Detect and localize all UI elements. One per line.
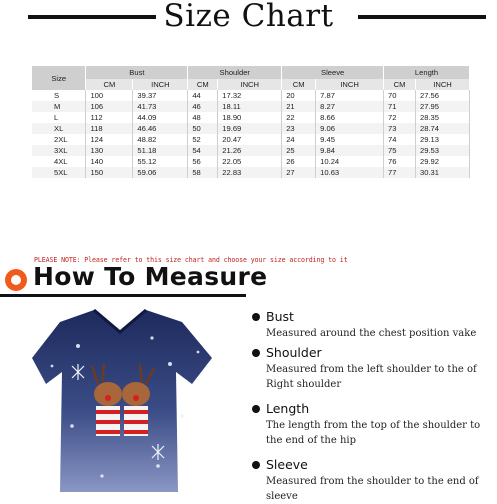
table-cell: 72 — [384, 112, 416, 123]
table-unit-header — [32, 79, 470, 90]
table-cell: 75 — [384, 145, 416, 156]
table-row — [32, 134, 470, 145]
table-cell: 39.37 — [133, 90, 188, 101]
bullet-icon — [252, 349, 260, 357]
table-cell: 24 — [282, 134, 316, 145]
christmas-reindeer-shirt-image — [32, 306, 214, 496]
title-row — [0, 0, 497, 36]
size-cell: 2XL — [32, 134, 86, 145]
table-cell: 20.47 — [218, 134, 282, 145]
size-cell: L — [32, 112, 86, 123]
table-cell: 29.53 — [416, 145, 470, 156]
bullet-icon — [252, 313, 260, 321]
table-cell: 51.18 — [133, 145, 188, 156]
bullet-icon — [252, 461, 260, 469]
measure-name: Bust — [266, 309, 294, 324]
table-cell: 18.90 — [218, 112, 282, 123]
table-cell: 22 — [282, 112, 316, 123]
table-cell: 21 — [282, 101, 316, 112]
table-cell: 48 — [188, 112, 218, 123]
table-cell: 50 — [188, 123, 218, 134]
measure-name: Sleeve — [266, 457, 308, 472]
table-cell: 25 — [282, 145, 316, 156]
table-cell: 19.69 — [218, 123, 282, 134]
table-cell: 8.66 — [316, 112, 384, 123]
table-cell: 23 — [282, 123, 316, 134]
group-header-length: Length — [384, 66, 470, 79]
measure-name: Length — [266, 401, 310, 416]
table-cell: 56 — [188, 156, 218, 167]
table-row — [32, 123, 470, 134]
table-cell: 10.63 — [316, 167, 384, 178]
unit-header: INCH — [316, 79, 384, 90]
measure-name: Shoulder — [266, 345, 322, 360]
unit-header: INCH — [218, 79, 282, 90]
table-cell: 118 — [86, 123, 133, 134]
table-cell: 7.87 — [316, 90, 384, 101]
table-cell: 27 — [282, 167, 316, 178]
table-cell: 71 — [384, 101, 416, 112]
table-cell: 100 — [86, 90, 133, 101]
table-cell: 44 — [188, 90, 218, 101]
table-row — [32, 167, 470, 178]
size-cell: 4XL — [32, 156, 86, 167]
table-cell: 140 — [86, 156, 133, 167]
table-cell: 17.32 — [218, 90, 282, 101]
table-cell: 76 — [384, 156, 416, 167]
table-cell: 55.12 — [133, 156, 188, 167]
table-cell: 8.27 — [316, 101, 384, 112]
table-row — [32, 101, 470, 112]
table-cell: 20 — [282, 90, 316, 101]
table-cell: 9.45 — [316, 134, 384, 145]
measure-title: How To Measure — [33, 262, 268, 291]
table-row — [32, 112, 470, 123]
size-chart-table — [32, 66, 470, 178]
table-cell: 29.92 — [416, 156, 470, 167]
group-header-bust: Bust — [86, 66, 188, 79]
unit-header: CM — [384, 79, 416, 90]
unit-header: INCH — [133, 79, 188, 90]
table-cell: 41.73 — [133, 101, 188, 112]
table-cell: 112 — [86, 112, 133, 123]
size-cell: M — [32, 101, 86, 112]
table-cell: 27.95 — [416, 101, 470, 112]
size-cell: XL — [32, 123, 86, 134]
measure-desc: The length from the top of the shoulder to the end of the hip — [266, 420, 481, 446]
group-header-shoulder: Shoulder — [188, 66, 282, 79]
table-row — [32, 90, 470, 101]
table-cell: 9.06 — [316, 123, 384, 134]
table-cell: 77 — [384, 167, 416, 178]
table-group-header — [32, 66, 470, 79]
table-cell: 44.09 — [133, 112, 188, 123]
unit-header: INCH — [416, 79, 470, 90]
table-cell: 28.35 — [416, 112, 470, 123]
table-cell: 48.82 — [133, 134, 188, 145]
table-cell: 10.24 — [316, 156, 384, 167]
table-cell: 52 — [188, 134, 218, 145]
measure-desc: Measured from the shoulder to the end of sleeve — [266, 476, 479, 502]
table-cell: 59.06 — [133, 167, 188, 178]
size-cell: S — [32, 90, 86, 101]
unit-header: CM — [86, 79, 133, 90]
table-cell: 70 — [384, 90, 416, 101]
table-cell: 130 — [86, 145, 133, 156]
size-cell: 3XL — [32, 145, 86, 156]
table-cell: 124 — [86, 134, 133, 145]
measure-desc: Measured from the left shoulder to the of Right shoulder — [266, 364, 477, 390]
size-cell: 5XL — [32, 167, 86, 178]
title-divider-right — [358, 15, 486, 19]
table-cell: 30.31 — [416, 167, 470, 178]
table-cell: 54 — [188, 145, 218, 156]
page-title: Size Chart — [163, 0, 334, 34]
table-cell: 28.74 — [416, 123, 470, 134]
measure-title-underline — [0, 294, 246, 297]
unit-header: CM — [282, 79, 316, 90]
table-cell: 27.56 — [416, 90, 470, 101]
please-note: PLEASE NOTE: Please refer to this size chart and choose your size according to it — [34, 256, 348, 264]
measure-desc: Measured around the chest position vake — [266, 328, 477, 339]
target-icon — [5, 269, 27, 291]
table-cell: 46 — [188, 101, 218, 112]
table-cell: 22.83 — [218, 167, 282, 178]
table-cell: 46.46 — [133, 123, 188, 134]
table-cell: 150 — [86, 167, 133, 178]
table-cell: 18.11 — [218, 101, 282, 112]
group-header-sleeve: Sleeve — [282, 66, 384, 79]
table-cell: 29.13 — [416, 134, 470, 145]
table-row — [32, 156, 470, 167]
table-cell: 74 — [384, 134, 416, 145]
bullet-icon — [252, 405, 260, 413]
table-cell: 9.84 — [316, 145, 384, 156]
table-cell: 22.05 — [218, 156, 282, 167]
table-row — [32, 145, 470, 156]
size-header: Size — [32, 66, 86, 90]
table-cell: 21.26 — [218, 145, 282, 156]
table-cell: 73 — [384, 123, 416, 134]
unit-header: CM — [188, 79, 218, 90]
table-cell: 26 — [282, 156, 316, 167]
table-cell: 58 — [188, 167, 218, 178]
table-cell: 106 — [86, 101, 133, 112]
